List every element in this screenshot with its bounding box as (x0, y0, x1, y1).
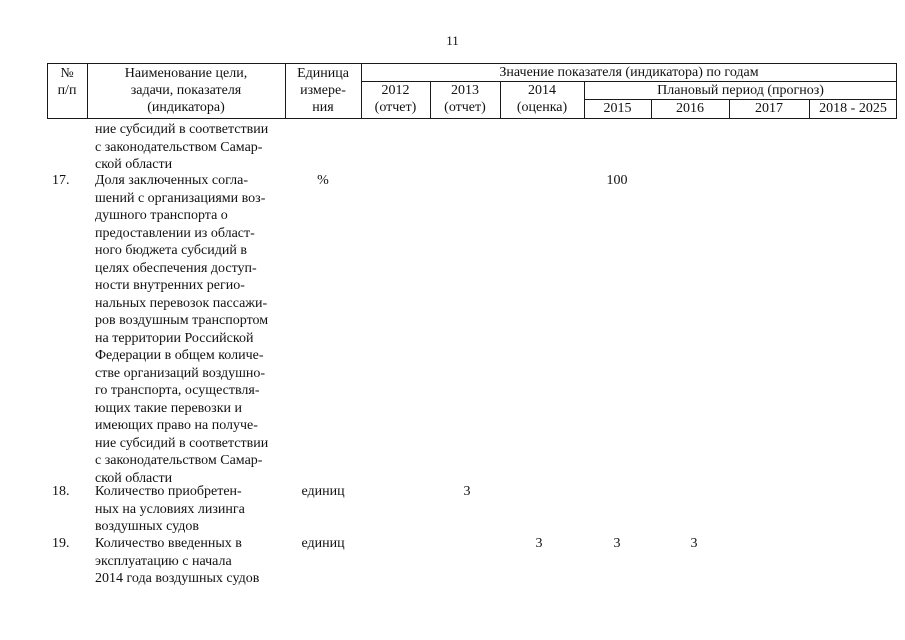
row-number: 18. (52, 484, 70, 499)
header-year-2017: 2017 (755, 101, 783, 116)
header-unit-label: Единица измере- ния (297, 66, 349, 115)
indicator-name-line: ние субсидий в соответствии (95, 435, 269, 451)
indicator-name-line: эксплуатацию с начала (95, 553, 232, 569)
indicator-name-line: ской области (95, 470, 173, 486)
table-header (47, 63, 897, 119)
indicator-name-line: стве организаций воздушно- (95, 365, 266, 381)
page-number: 11 (446, 33, 459, 48)
indicator-name-line: ющих такие перевозки и (95, 400, 242, 416)
header-year-2018-2025: 2018 - 2025 (819, 101, 887, 116)
indicator-name-line: ности внутренних регио- (95, 278, 245, 293)
indicator-name-line: го транспорта, осуществля- (95, 383, 260, 398)
indicator-name-line: душного транспорта о (95, 208, 228, 223)
header-year-2012: 2012 (отчет) (374, 83, 417, 115)
value-cell: 3 (535, 536, 543, 551)
indicator-name (95, 535, 285, 588)
indicator-name-line: шений с организациями воз- (95, 190, 266, 206)
indicator-name-line: ных на условиях лизинга (95, 501, 245, 517)
indicator-name-line: 2014 года воздушных судов (95, 571, 260, 586)
header-num-label: № п/п (57, 66, 77, 98)
indicator-name-line: предоставлении из област- (95, 225, 255, 241)
indicator-name-line: нальных перевозок пассажи- (95, 295, 268, 311)
indicator-name-line: Количество приобретен- (95, 484, 242, 499)
indicator-name-line: Федерации в общем количе- (95, 348, 264, 363)
value-cell: 3 (463, 484, 471, 499)
row-number: 19. (52, 536, 70, 551)
header-values-group: Значение показателя (индикатора) по годам (499, 65, 759, 80)
header-year-2014: 2014 (оценка) (516, 83, 568, 115)
indicator-name-line: Доля заключенных согла- (95, 173, 249, 188)
value-cell: 3 (690, 536, 698, 551)
indicator-name-line: ние субсидий в соответствии (95, 122, 269, 137)
indicator-name-line: ного бюджета субсидий в (95, 243, 247, 258)
header-plan-group: Плановый период (прогноз) (657, 83, 824, 98)
indicator-name-line: имеющих право на получе- (95, 418, 258, 433)
indicator-name (95, 172, 285, 487)
value-cell: 3 (613, 536, 621, 551)
header-year-2015: 2015 (603, 101, 632, 116)
indicator-name-line: на территории Российской (95, 330, 254, 346)
indicator-name (95, 483, 285, 536)
indicator-name-line: ской области (95, 157, 173, 172)
unit-cell: % (317, 173, 329, 188)
unit-cell: единиц (301, 536, 345, 551)
indicator-name-line: с законодательством Самар- (95, 453, 263, 468)
indicator-name (95, 121, 285, 174)
row-number: 17. (52, 173, 70, 188)
unit-cell: единиц (301, 484, 345, 499)
indicator-name-line: с законодательством Самар- (95, 139, 263, 155)
header-bottom-border (47, 118, 897, 119)
header-year-2013: 2013 (отчет) (444, 83, 486, 115)
value-cell: 100 (606, 173, 628, 188)
indicator-name-line: целях обеспечения доступ- (95, 260, 257, 276)
indicator-name-line: Количество введенных в (95, 536, 242, 551)
header-name-label: Наименование цели, задачи, показателя (индикатора) (124, 66, 248, 115)
indicator-name-line: ров воздушным транспортом (95, 313, 269, 328)
header-year-2016: 2016 (676, 101, 704, 116)
indicator-name-line: воздушных судов (95, 519, 199, 534)
